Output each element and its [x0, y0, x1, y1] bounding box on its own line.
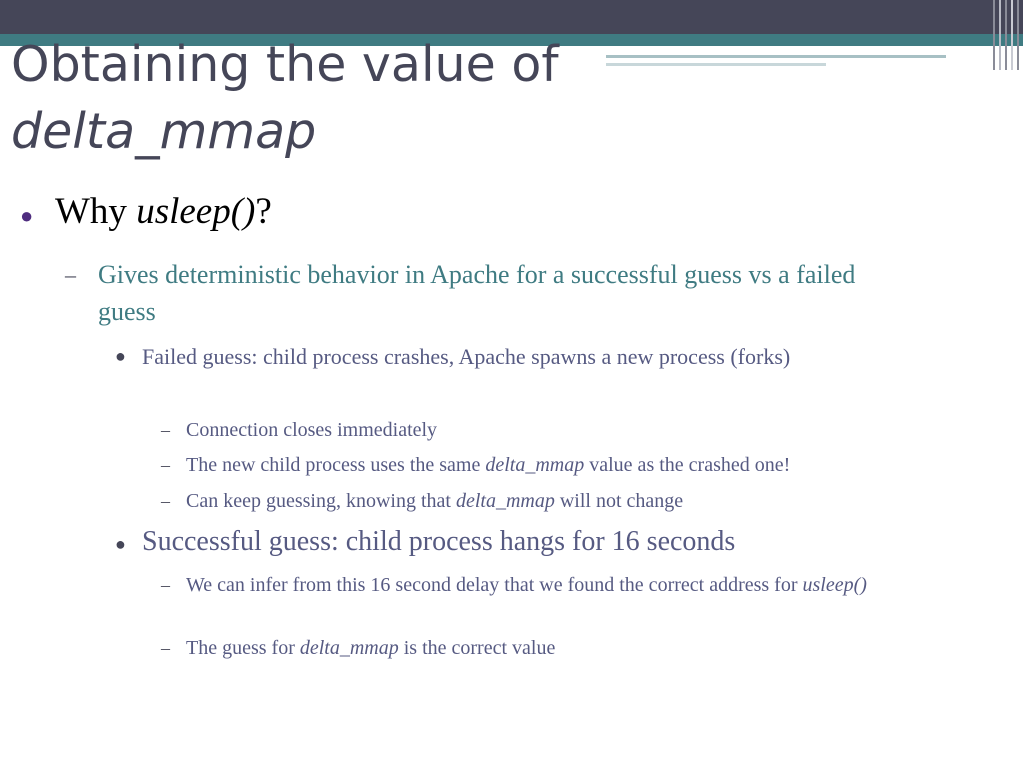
decor-line: [993, 0, 995, 70]
bullet-text: Connection closes immediately: [186, 419, 438, 441]
bullet-marker: –: [161, 638, 170, 658]
decor-stripe: [606, 55, 946, 58]
bullet-same-delta: [161, 451, 906, 479]
code-term: delta_mmap: [485, 454, 585, 476]
bullet-text: Gives deterministic behavior in Apache for a successful guess vs a failed guess: [98, 260, 856, 326]
bullet-keep-guessing: [161, 487, 906, 515]
decor-line: [1017, 0, 1019, 70]
slide-title: [11, 30, 559, 167]
bullet-text: Successful guess: child process hangs for 16 seconds: [142, 526, 736, 557]
bullet-connection-closes: [161, 416, 906, 444]
bullet-infer-delay: [161, 571, 906, 599]
bullet-why-usleep: [20, 188, 272, 236]
bullet-marker: –: [161, 491, 170, 511]
decor-line: [1011, 0, 1013, 70]
bullet-text: Why: [55, 191, 137, 232]
code-term: delta_mmap: [299, 637, 399, 659]
bullet-text: The new child process uses the same: [186, 454, 486, 476]
bullet-marker: ●: [115, 346, 126, 366]
title-line-1: Obtaining the value of: [11, 36, 559, 93]
decor-line: [999, 0, 1001, 70]
title-line-2: delta_mmap: [11, 103, 317, 160]
code-term: usleep(): [802, 574, 867, 596]
bullet-marker: –: [65, 262, 76, 287]
code-term: usleep(): [136, 191, 256, 232]
bullet-text: The guess for: [186, 637, 300, 659]
header-bar: [0, 0, 1023, 34]
bullet-successful-guess: [115, 524, 872, 560]
bullet-text: will not change: [554, 490, 684, 512]
bullet-text: Can keep guessing, knowing that: [186, 490, 456, 512]
bullet-failed-guess: [115, 342, 872, 372]
bullet-marker: ●: [20, 203, 34, 228]
bullet-correct-value: [161, 634, 906, 662]
bullet-marker: –: [161, 455, 170, 475]
bullet-text: Failed guess: child process crashes, Apache spawns a new process (forks): [142, 344, 791, 369]
decor-line: [1005, 0, 1007, 70]
bullet-marker: ●: [115, 534, 126, 554]
code-term: delta_mmap: [455, 490, 555, 512]
bullet-marker: –: [161, 420, 170, 440]
bullet-text: ?: [255, 191, 272, 232]
bullet-text: is the correct value: [398, 637, 556, 659]
bullet-marker: –: [161, 575, 170, 595]
bullet-text: value as the crashed one!: [584, 454, 791, 476]
bullet-text: We can infer from this 16 second delay that we found the correct address for: [186, 574, 803, 596]
bullet-deterministic: [65, 256, 898, 330]
decor-stripe: [606, 63, 826, 66]
